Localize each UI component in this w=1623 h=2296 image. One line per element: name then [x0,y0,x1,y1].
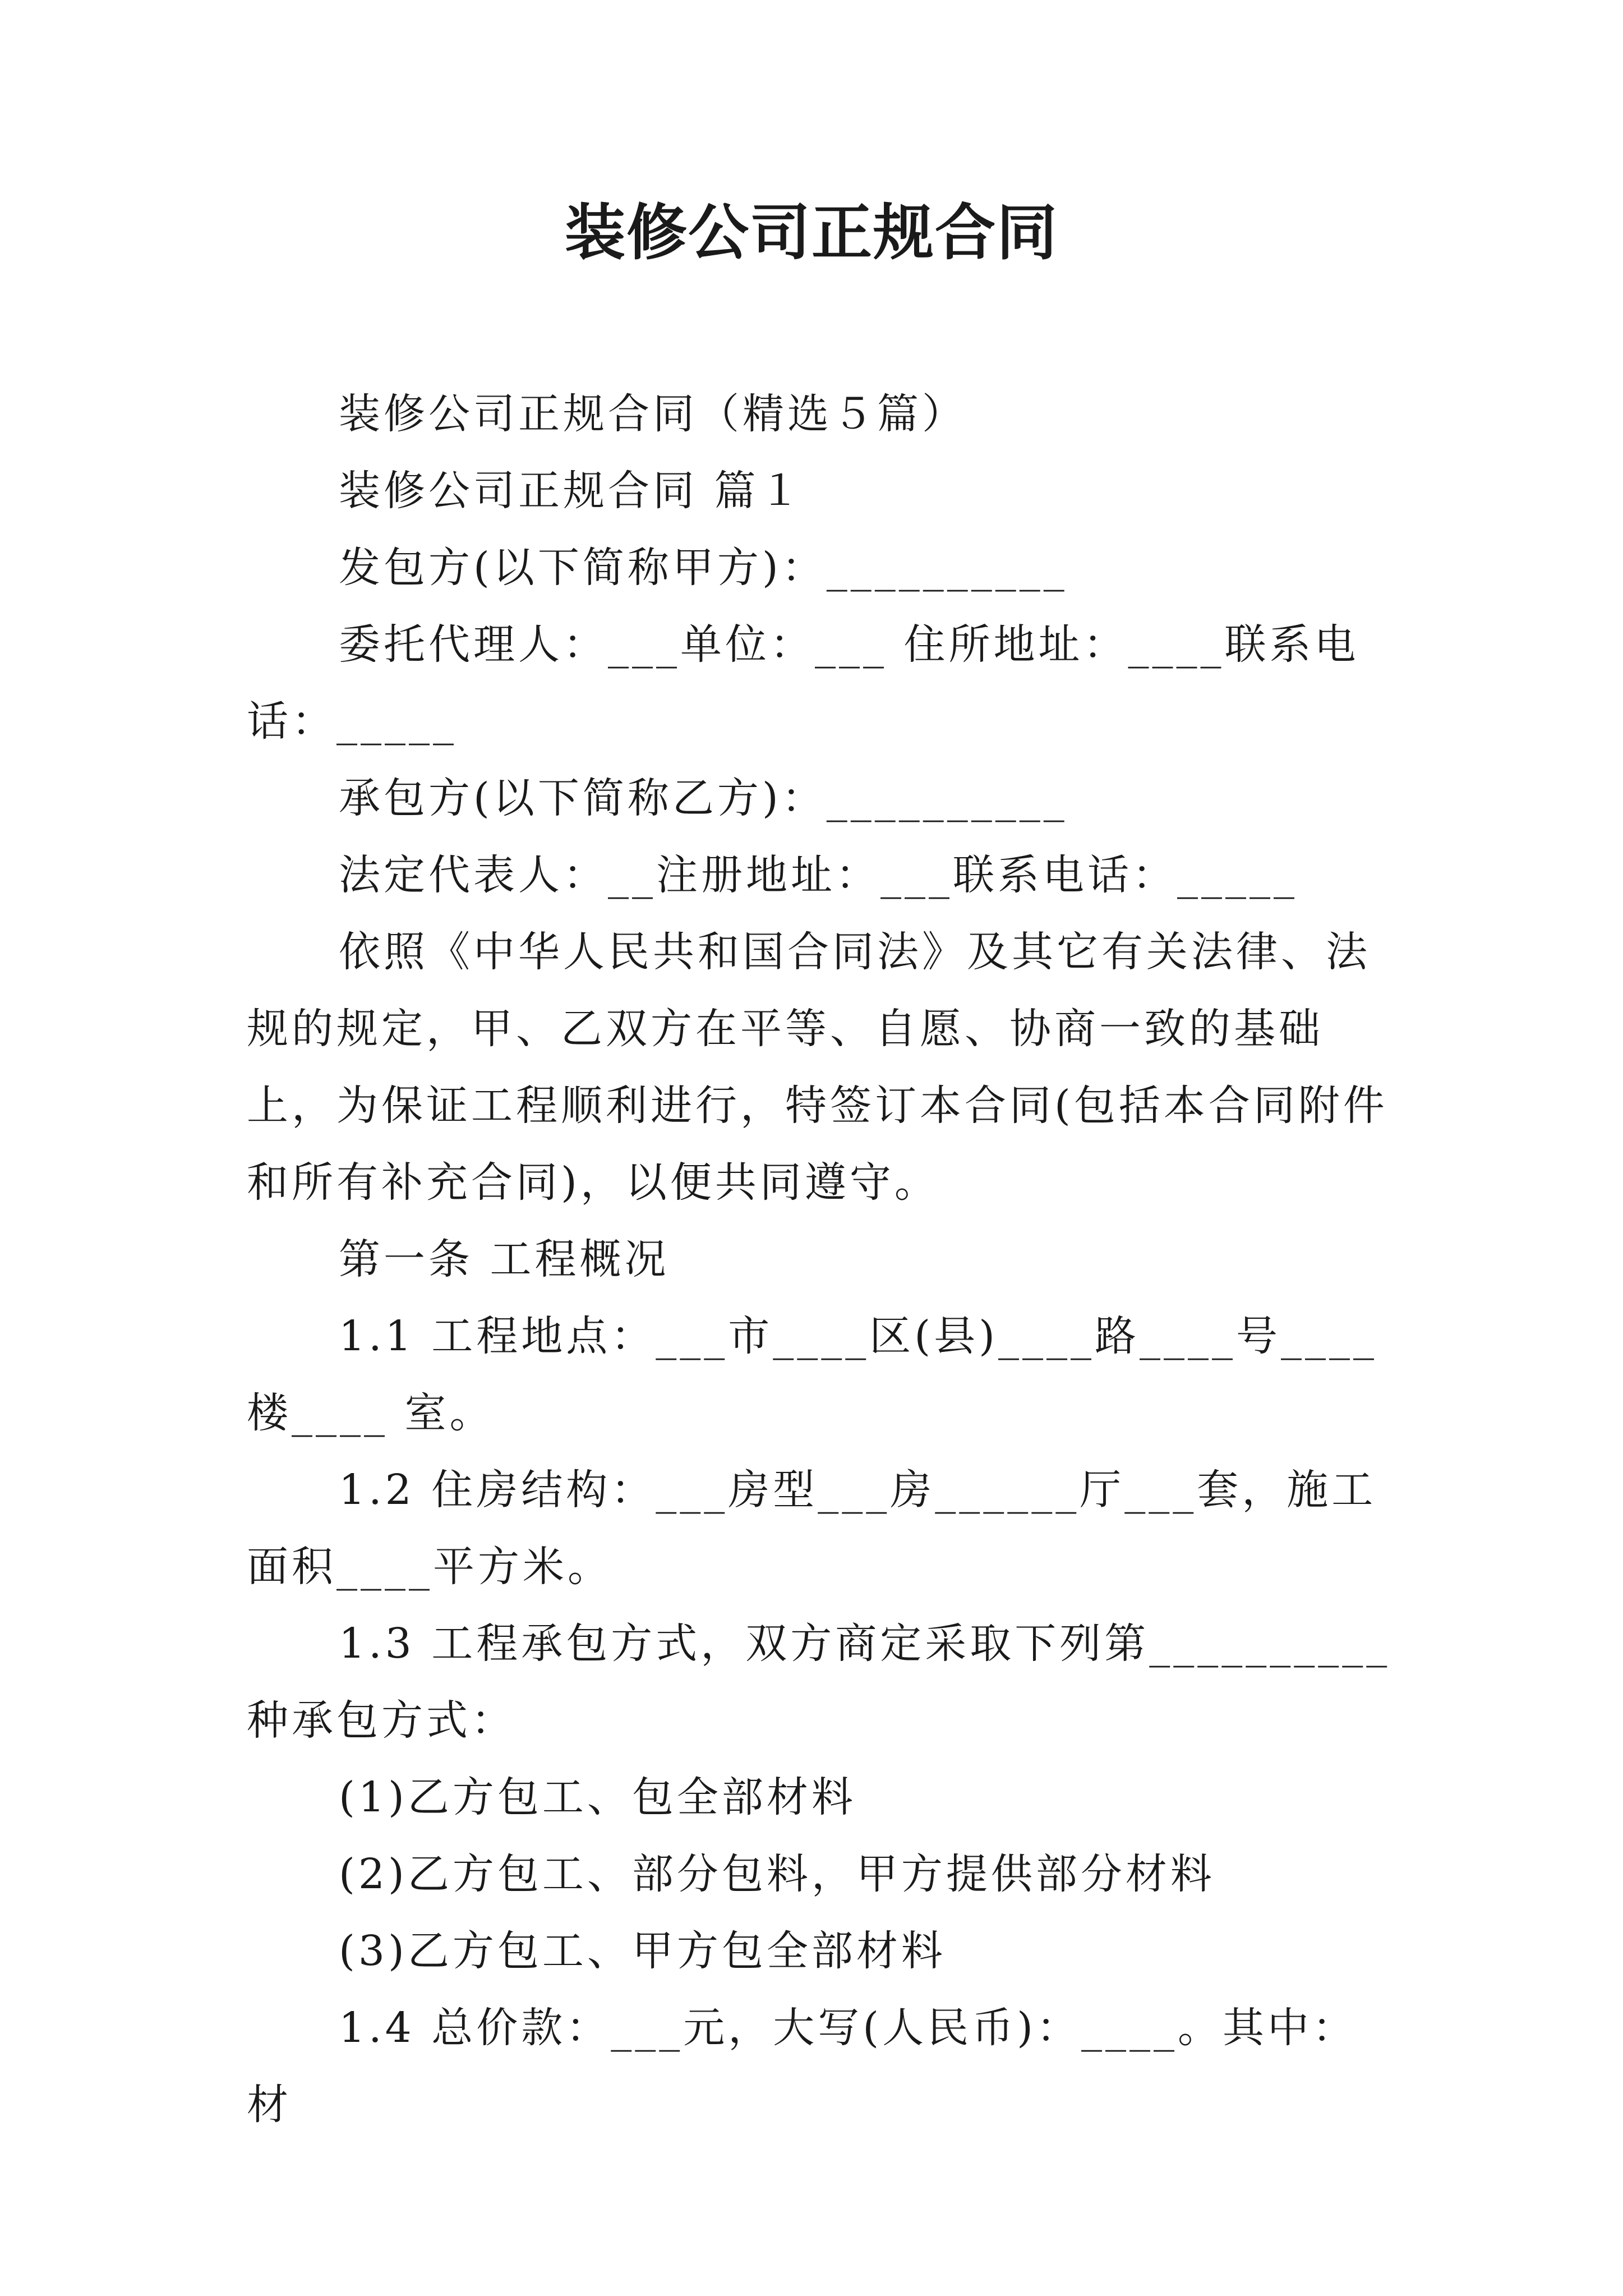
paragraph-option-2: (2)乙方包工、部分包料，甲方提供部分材料 [339,1850,1215,1898]
paragraph-1-4: 1.4 总价款：___元，大写(人民币)：____。其中：材 [247,2004,1357,2129]
document-title: 装修公司正规合同 [564,197,1058,268]
paragraph-party-a: 发包方(以下简称甲方)：__________ [339,544,1068,592]
paragraph-1-1: 1.1 工程地点：___市____区(县)____路____号____楼____ 室。 [247,1312,1377,1437]
paragraph-section-heading: 装修公司正规合同 篇１ [339,467,804,515]
paragraph-option-3: (3)乙方包工、甲方包全部材料 [339,1927,946,1975]
paragraph-legal-rep: 法定代表人：__注册地址：___联系电话：_____ [339,851,1298,899]
paragraph-option-1: (1)乙方包工、包全部材料 [339,1773,856,1821]
paragraph-article-1: 第一条 工程概况 [339,1235,670,1283]
paragraph-1-2: 1.2 住房结构：___房型___房______厅___套，施工面积____平方米。 [247,1466,1377,1591]
document-body [247,376,1391,2143]
paragraph-party-b: 承包方(以下简称乙方)：__________ [339,774,1068,822]
paragraph-agent: 委托代理人：___单位：___ 住所地址：____联系电话：_____ [247,620,1359,746]
paragraph-subtitle: 装修公司正规合同（精选５篇） [339,390,967,438]
paragraph-preamble: 依照《中华人民共和国合同法》及其它有关法律、法规的规定，甲、乙双方在平等、自愿、协商一致的基础上，为保证工程顺利进行，特签订本合同(包括本合同附件和所有补充合同)，以便共同遵守。 [247,928,1388,1207]
paragraph-1-3: 1.3 工程承包方式，双方商定采取下列第__________种承包方式： [247,1619,1391,1745]
